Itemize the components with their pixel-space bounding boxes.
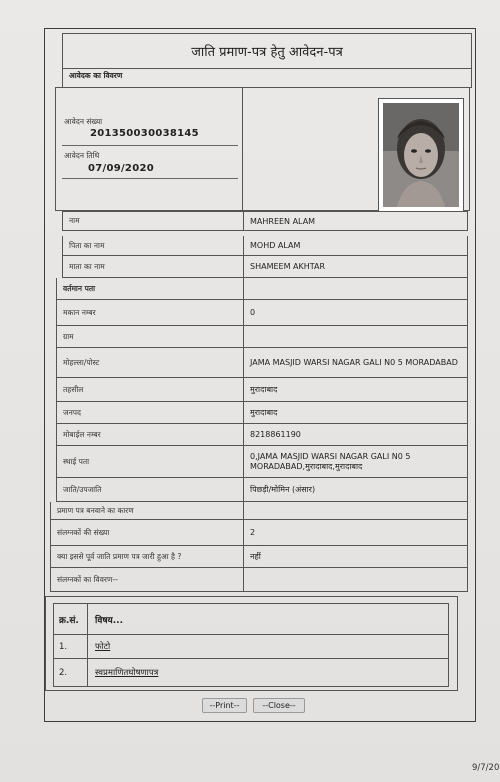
field-label: ग्राम <box>57 326 244 347</box>
field-value: SHAMEEM AKHTAR <box>250 262 326 271</box>
field-label: प्रमाण पत्र बनवाने का कारण <box>51 502 244 519</box>
attachments-table <box>53 603 449 687</box>
field-value: नहीं <box>250 552 261 561</box>
field-row <box>50 520 468 546</box>
field-label: वर्तमान पता <box>57 278 244 299</box>
field-value: 8218861190 <box>250 430 301 439</box>
field-label: संलग्नकों का विवरण-- <box>51 568 244 591</box>
divider <box>62 145 238 146</box>
field-row <box>62 236 468 256</box>
table-header-row <box>54 604 448 635</box>
subject-header: विषय... <box>95 615 124 626</box>
applicant-photo <box>378 98 464 212</box>
field-label: मकान नम्बर <box>57 300 244 325</box>
field-row <box>50 502 468 520</box>
field-label: माता का नाम <box>63 256 244 277</box>
field-row <box>56 446 468 478</box>
field-label: मोहल्ला/पोस्ट <box>57 348 244 377</box>
application-date-label: आवेदन तिथि <box>64 151 100 160</box>
field-value: 2 <box>250 528 256 537</box>
field-row <box>56 402 468 424</box>
field-row <box>56 378 468 402</box>
field-value <box>244 326 467 347</box>
field-label: जनपद <box>57 402 244 423</box>
field-value <box>244 568 467 591</box>
form-title: जाति प्रमाण-पत्र हेतु आवेदन-पत्र <box>62 33 472 69</box>
field-row <box>56 326 468 348</box>
print-date: 9/7/20 <box>472 763 500 773</box>
field-value: MOHD ALAM <box>250 241 301 250</box>
field-label: स्थाई पता <box>57 446 244 477</box>
field-row <box>56 300 468 326</box>
field-label: नाम <box>63 212 244 230</box>
field-value: 0 <box>250 308 256 317</box>
attachment-link-photo[interactable] <box>88 635 448 658</box>
field-label: जाति/उपजाति <box>57 478 244 501</box>
table-row <box>54 635 448 659</box>
field-row <box>62 256 468 278</box>
application-date-value: 07/09/2020 <box>88 163 154 174</box>
print-button[interactable]: --Print-- <box>202 698 247 713</box>
attachment-link-declaration[interactable] <box>88 659 448 686</box>
application-no-label: आवेदन संख्या <box>64 117 103 126</box>
field-value <box>244 502 467 519</box>
field-value: JAMA MASJID WARSI NAGAR GALI N0 5 MORADABAD <box>250 358 458 367</box>
field-row <box>56 424 468 446</box>
field-value: मुरादाबाद <box>250 385 278 394</box>
divider <box>62 178 238 179</box>
application-no-value: 201350030038145 <box>90 128 199 139</box>
field-value: मुरादाबाद <box>250 408 278 417</box>
serial-cell: 2. <box>54 659 88 686</box>
field-row <box>56 348 468 378</box>
field-label: पिता का नाम <box>63 236 244 255</box>
field-value <box>244 278 467 299</box>
field-row <box>50 546 468 568</box>
table-row <box>54 659 448 686</box>
field-label: संलग्नकों की संख्या <box>51 520 244 545</box>
field-row <box>62 211 468 231</box>
field-row <box>56 478 468 502</box>
field-value: 0,JAMA MASJID WARSI NAGAR GALI N0 5 MORADABAD,मुरादाबाद,मुरादाबाद <box>250 451 411 471</box>
field-row <box>56 278 468 300</box>
attachment-label[interactable]: फोटो <box>95 642 111 652</box>
field-label: मोबाईल नम्बर <box>57 424 244 445</box>
field-value: MAHREEN ALAM <box>250 216 316 226</box>
serial-cell: 1. <box>54 635 88 658</box>
attachment-label[interactable]: स्वप्रमाणितघोषणापत्र <box>95 668 159 678</box>
applicant-details-heading: आवेदक का विवरण <box>62 68 472 88</box>
close-button[interactable]: --Close-- <box>253 698 305 713</box>
field-value: पिछड़ी/मोमिन (अंसार) <box>250 485 316 494</box>
application-info-box <box>55 87 243 211</box>
field-label: तहसील <box>57 378 244 401</box>
field-row <box>50 568 468 592</box>
serial-header: क्र.सं. <box>54 604 88 634</box>
field-label: क्या इससे पूर्व जाति प्रमाण पत्र जारी हुआ है ? <box>51 546 244 567</box>
